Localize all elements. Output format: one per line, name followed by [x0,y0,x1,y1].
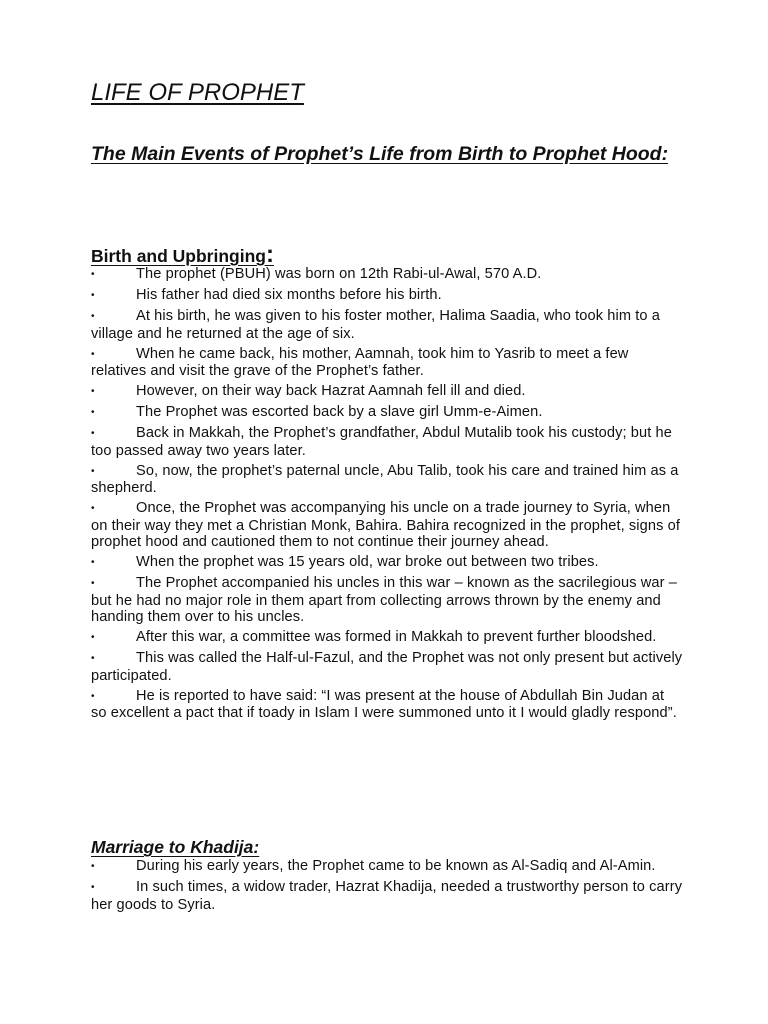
bullet-icon: • [91,690,95,702]
list-item-text: During his early years, the Prophet came to be known as Al-Sadiq and Al-Amin. [136,858,656,874]
bullet-icon: • [91,503,95,514]
list-item [91,266,683,284]
list-item-text: The Prophet accompanied his uncles in this war – known as the sacrilegious war – but he had no major role in them apart from collecting arrows thrown by the enemy and handing them over to his uncles. [91,575,677,625]
list-item-text: The prophet (PBUH) was born on 12th Rabi-ul-Awal, 570 A.D. [136,266,542,282]
bullet-icon: • [91,311,95,322]
document-title: LIFE OF PROPHET [91,79,304,106]
list-item [91,879,683,913]
list-item [91,287,683,305]
list-item [91,858,683,876]
list-item [91,425,683,459]
bullet-icon: • [91,861,95,872]
list-item-text: In such times, a widow trader, Hazrat Khadija, needed a trustworthy person to carry her goods to Syria. [91,879,683,913]
list-item [91,500,683,551]
bullet-icon: • [91,632,95,643]
list-item [91,575,683,626]
list-item [91,629,683,647]
section-heading-colon: : [265,241,274,268]
list-item-text: However, on their way back Hazrat Aamnah fell ill and died. [136,383,526,399]
birth-and-upbringing-list [91,266,683,725]
list-item [91,346,683,380]
list-item-text: The Prophet was escorted back by a slave girl Umm-e-Aimen. [136,404,543,420]
section-heading-marriage-to-khadija: Marriage to Khadija: [91,837,260,857]
bullet-icon: • [91,653,95,664]
list-item [91,463,683,497]
bullet-icon: • [91,557,95,568]
list-item-text: Back in Makkah, the Prophet’s grandfather, Abdul Mutalib took his custody; but he too passed away two years later. [91,425,672,459]
list-item [91,554,683,572]
bullet-icon: • [91,578,95,589]
bullet-icon: • [91,290,95,301]
bullet-icon: • [91,407,95,418]
list-item-text: When the prophet was 15 years old, war broke out between two tribes. [136,554,599,570]
section-heading-birth-and-upbringing [91,241,274,268]
list-item [91,404,683,422]
list-item [91,688,683,722]
bullet-icon: • [91,386,95,397]
bullet-icon: • [91,882,95,893]
list-item-text: This was called the Half-ul-Fazul, and the Prophet was not only present but actively participated. [91,650,683,684]
list-item-text: When he came back, his mother, Aamnah, took him to Yasrib to meet a few relatives and visit the grave of the Prophet’s father. [91,345,629,379]
list-item-text: So, now, the prophet’s paternal uncle, Abu Talib, took his care and trained him as a shepherd. [91,462,679,496]
section-heading-text: Birth and Upbringing [91,246,266,266]
list-item-text: He is reported to have said: “I was present at the house of Abdullah Bin Judan at so excellent a pact that if toady in Islam I were summoned unto it I would gladly respond”. [91,687,677,721]
document-subtitle: The Main Events of Prophet’s Life from Birth to Prophet Hood: [91,143,669,165]
bullet-icon: • [91,428,95,439]
list-item [91,308,683,342]
list-item [91,650,683,684]
list-item-text: Once, the Prophet was accompanying his uncle on a trade journey to Syria, when on their way they met a Christian Monk, Bahira. Bahira recognized in the prophet, signs of prophet hood and cautioned them to not continue their journey ahead. [91,500,681,550]
bullet-icon: • [91,269,95,280]
list-item-text: After this war, a committee was formed in Makkah to prevent further bloodshed. [136,629,657,645]
bullet-icon: • [91,465,95,477]
list-item-text: At his birth, he was given to his foster mother, Halima Saadia, who took him to a village and he returned at the age of six. [91,308,660,342]
marriage-to-khadija-list [91,858,683,917]
bullet-icon: • [91,348,95,360]
list-item-text: His father had died six months before his birth. [136,287,442,303]
list-item [91,383,683,401]
